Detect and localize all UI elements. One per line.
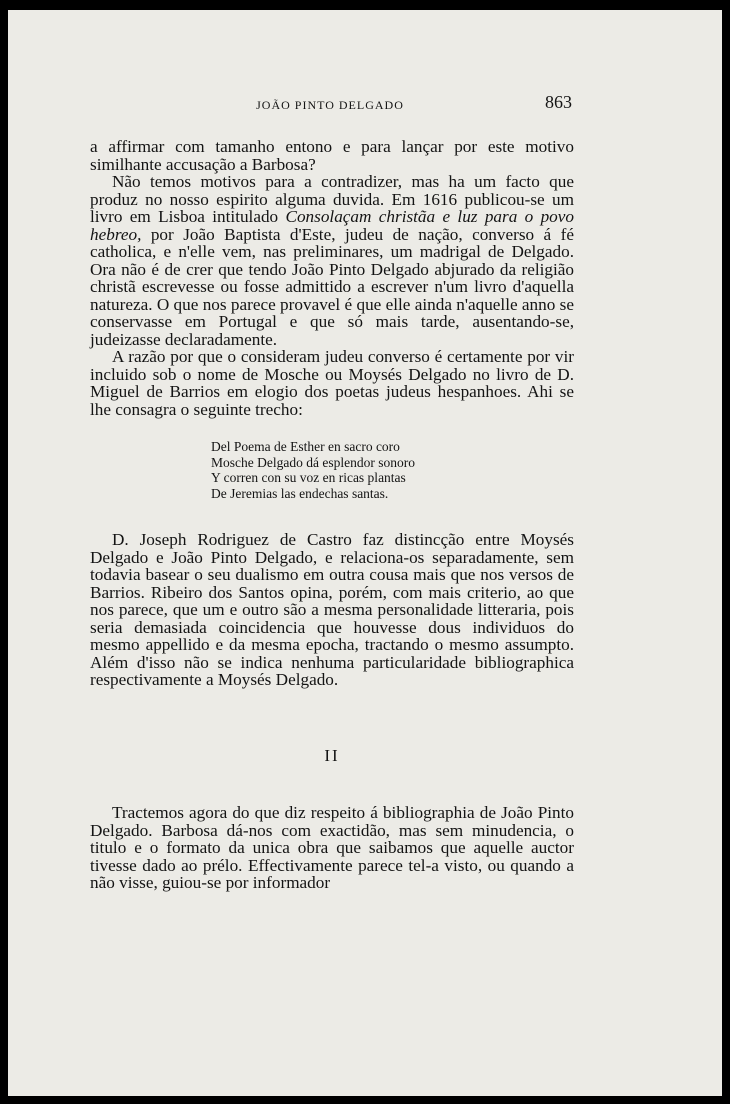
poem-line: Del Poema de Esther en sacro coro bbox=[211, 439, 400, 454]
page-number: 863 bbox=[545, 92, 572, 112]
poem-line: Y corren con su voz en ricas plantas bbox=[211, 470, 406, 485]
spacer bbox=[90, 764, 574, 804]
book-title-italic: Consolaçam christãa e luz para o povo hebreo, bbox=[90, 207, 574, 244]
running-title: JOÃO PINTO DELGADO bbox=[256, 98, 404, 112]
page-body bbox=[90, 138, 574, 892]
paragraph-2 bbox=[90, 173, 574, 348]
paragraph-1: a affirmar com tamanho entono e para lançar por este motivo similhante accusação a Barbosa? bbox=[90, 137, 574, 174]
page-header bbox=[88, 92, 572, 122]
paragraph-2-text-b: por João Baptista d'Este, judeu de nação, converso á fé catholica, e n'elle vem, nas preliminares, um madrigal de Delgado. Ora não é de crer que tendo João Pinto Delgado abjurado da religião christã escrevesse ou fosse admittido a escrever n'um livro d'aquella natureza. O que nos parece provavel é que elle ainda n'aquelle anno se conservasse em Portugal e que só mais tarde, ausentando-se, judeizasse declaradamente. bbox=[90, 224, 574, 349]
spacer bbox=[90, 501, 574, 531]
poem-line: Mosche Delgado dá esplendor sonoro bbox=[211, 454, 415, 470]
paragraph-5: Tractemos agora do que diz respeito á bibliographia de João Pinto Delgado. Barbosa dá-nos com exactidão, mas sem minudencia, o titulo e o formato da unica obra que saibamos que aquelle auctor tivesse dado ao prélo. Effectivamente parece tel-a visto, ou quando a não visse, guiou-se por informador bbox=[90, 803, 574, 892]
paragraph-2-text-a: Não temos motivos para a contradizer, mas ha um facto que produz no nosso espirito alguma duvida. Em 1616 publicou-se um livro em Lisboa intitulado bbox=[90, 172, 574, 226]
section-heading: II bbox=[324, 745, 340, 765]
poem-line: De Jeremias las endechas santas. bbox=[211, 485, 389, 501]
paragraph-4: D. Joseph Rodriguez de Castro faz distincção entre Moysés Delgado e João Pinto Delgado, e relaciona-os separadamente, sem todavia basear o seu dualismo em outra cousa mais que nos versos de Barrios. Ribeiro dos Santos opina, porém, com mais criterio, ao que nos parece, que um e outro são a mesma personalidade litteraria, pois seria demasiada coincidencia que houvesse dous individuos do mesmo appellido e da mesma epocha, tractando o mesmo assumpto. Além d'isso não se indica nenhuma particularidade bibliographica respectivamente a Moysés Delgado. bbox=[90, 530, 574, 689]
book-page bbox=[8, 10, 722, 1096]
paragraph-3: A razão por que o consideram judeu converso é certamente por vir incluido sob o nome de Mosche ou Moysés Delgado no livro de D. Miguel de Barrios em elogio dos poetas judeus hespanhoes. Ahi se lhe consagra o seguinte trecho: bbox=[90, 347, 574, 419]
poem-quote bbox=[211, 439, 574, 501]
